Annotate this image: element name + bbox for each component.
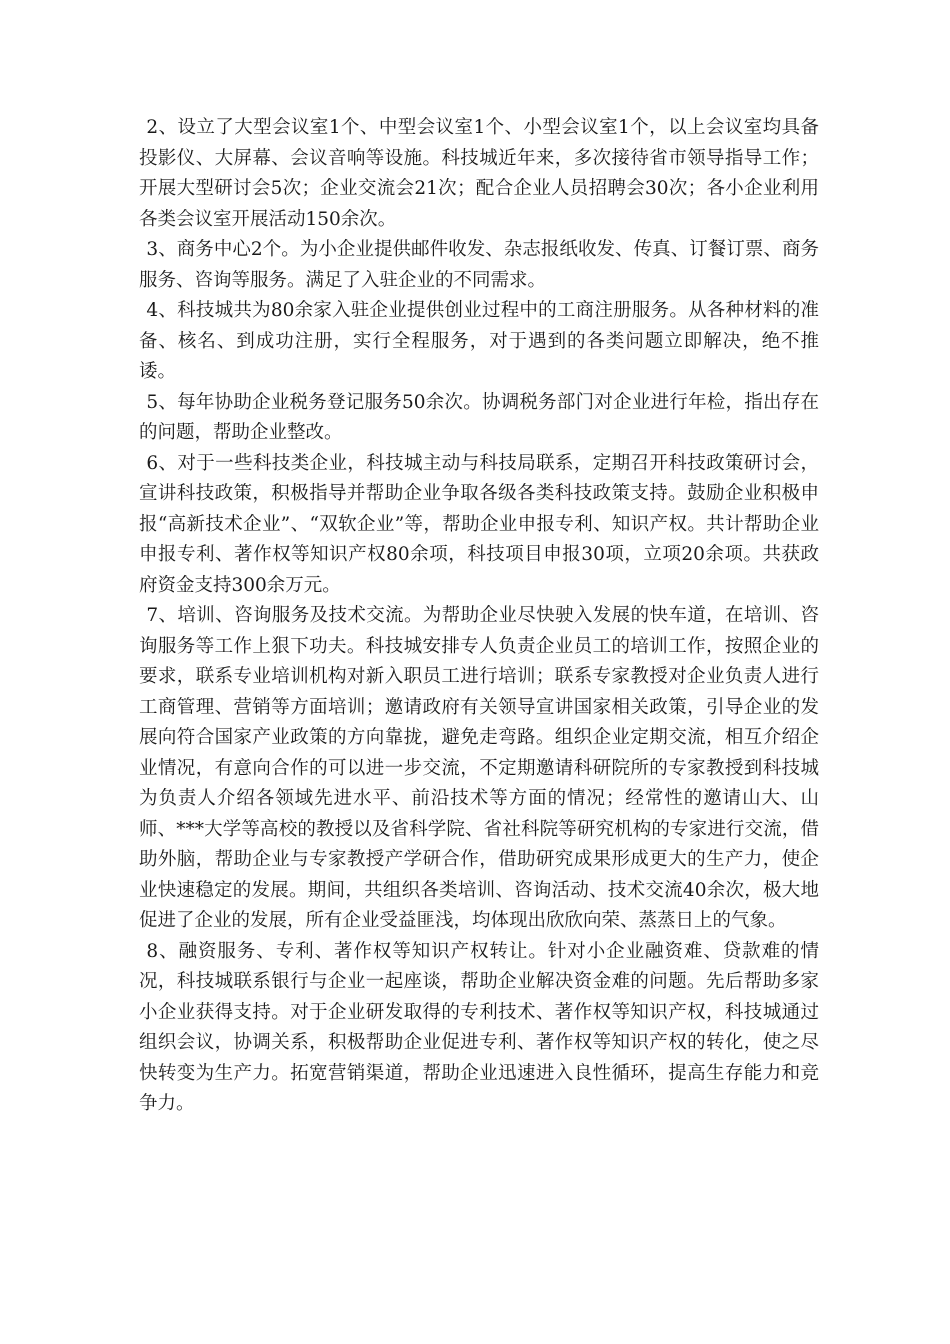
document-body (139, 113, 819, 1120)
paragraph-meeting-rooms: 2、设立了大型会议室1个、中型会议室1个、小型会议室1个，以上会议室均具备投影仪、大屏幕、会议音响等设施。科技城近年来，多次接待省市领导指导工作；开展大型研讨会5次；企业交流会21次；配合企业人员招聘会30次；各小企业利用各类会议室开展活动150余次。 (139, 117, 819, 230)
paragraph-financing-ip: 8、融资服务、专利、著作权等知识产权转让。针对小企业融资难、贷款难的情况，科技城联系银行与企业一起座谈，帮助企业解决资金难的问题。先后帮助多家小企业获得支持。对于企业研发取得的专利技术、著作权等知识产权，科技城通过组织会议，协调关系，积极帮助企业促进专利、著作权等知识产权的转化，使之尽快转变为生产力。拓宽营销渠道，帮助企业迅速进入良性循环，提高生存能力和竞争力。 (139, 940, 819, 1114)
paragraph-tech-policy: 6、对于一些科技类企业，科技城主动与科技局联系，定期召开科技政策研讨会，宣讲科技政策，积极指导并帮助企业争取各级各类科技政策支持。鼓励企业积极申报“高新技术企业”、“双软企业”等，帮助企业申报专利、知识产权。共计帮助企业申报专利、著作权等知识产权80余项，科技项目申报30项，立项20余项。共获政府资金支持300余万元。 (139, 452, 819, 596)
paragraph-registration-service: 4、科技城共为80余家入驻企业提供创业过程中的工商注册服务。从各种材料的准备、核名、到成功注册，实行全程服务，对于遇到的各类问题立即解决，绝不推诿。 (139, 300, 819, 382)
paragraph-training-consulting: 7、培训、咨询服务及技术交流。为帮助企业尽快驶入发展的快车道，在培训、咨询服务等工作上狠下功夫。科技城安排专人负责企业员工的培训工作，按照企业的要求，联系专业培训机构对新入职员工进行培训；联系专家教授对企业负责人进行工商管理、营销等方面培训；邀请政府有关领导宣讲国家相关政策，引导企业的发展向符合国家产业政策的方向靠拢，避免走弯路。组织企业定期交流，相互介绍企业情况，有意向合作的可以进一步交流，不定期邀请科研院所的专家教授到科技城为负责人介绍各领域先进水平、前沿技术等方面的情况；经常性的邀请山大、山师、***大学等高校的教授以及省科学院、省社科院等研究机构的专家进行交流，借助外脑，帮助企业与专家教授产学研合作，借助研究成果形成更大的生产力，使企业快速稳定的发展。期间，共组织各类培训、咨询活动、技术交流40余次，极大地促进了企业的发展，所有企业受益匪浅，均体现出欣欣向荣、蒸蒸日上的气象。 (139, 605, 819, 931)
paragraph-business-center: 3、商务中心2个。为小企业提供邮件收发、杂志报纸收发、传真、订餐订票、商务服务、咨询等服务。满足了入驻企业的不同需求。 (139, 239, 819, 291)
paragraph-tax-service: 5、每年协助企业税务登记服务50余次。协调税务部门对企业进行年检，指出存在的问题，帮助企业整改。 (139, 391, 819, 443)
